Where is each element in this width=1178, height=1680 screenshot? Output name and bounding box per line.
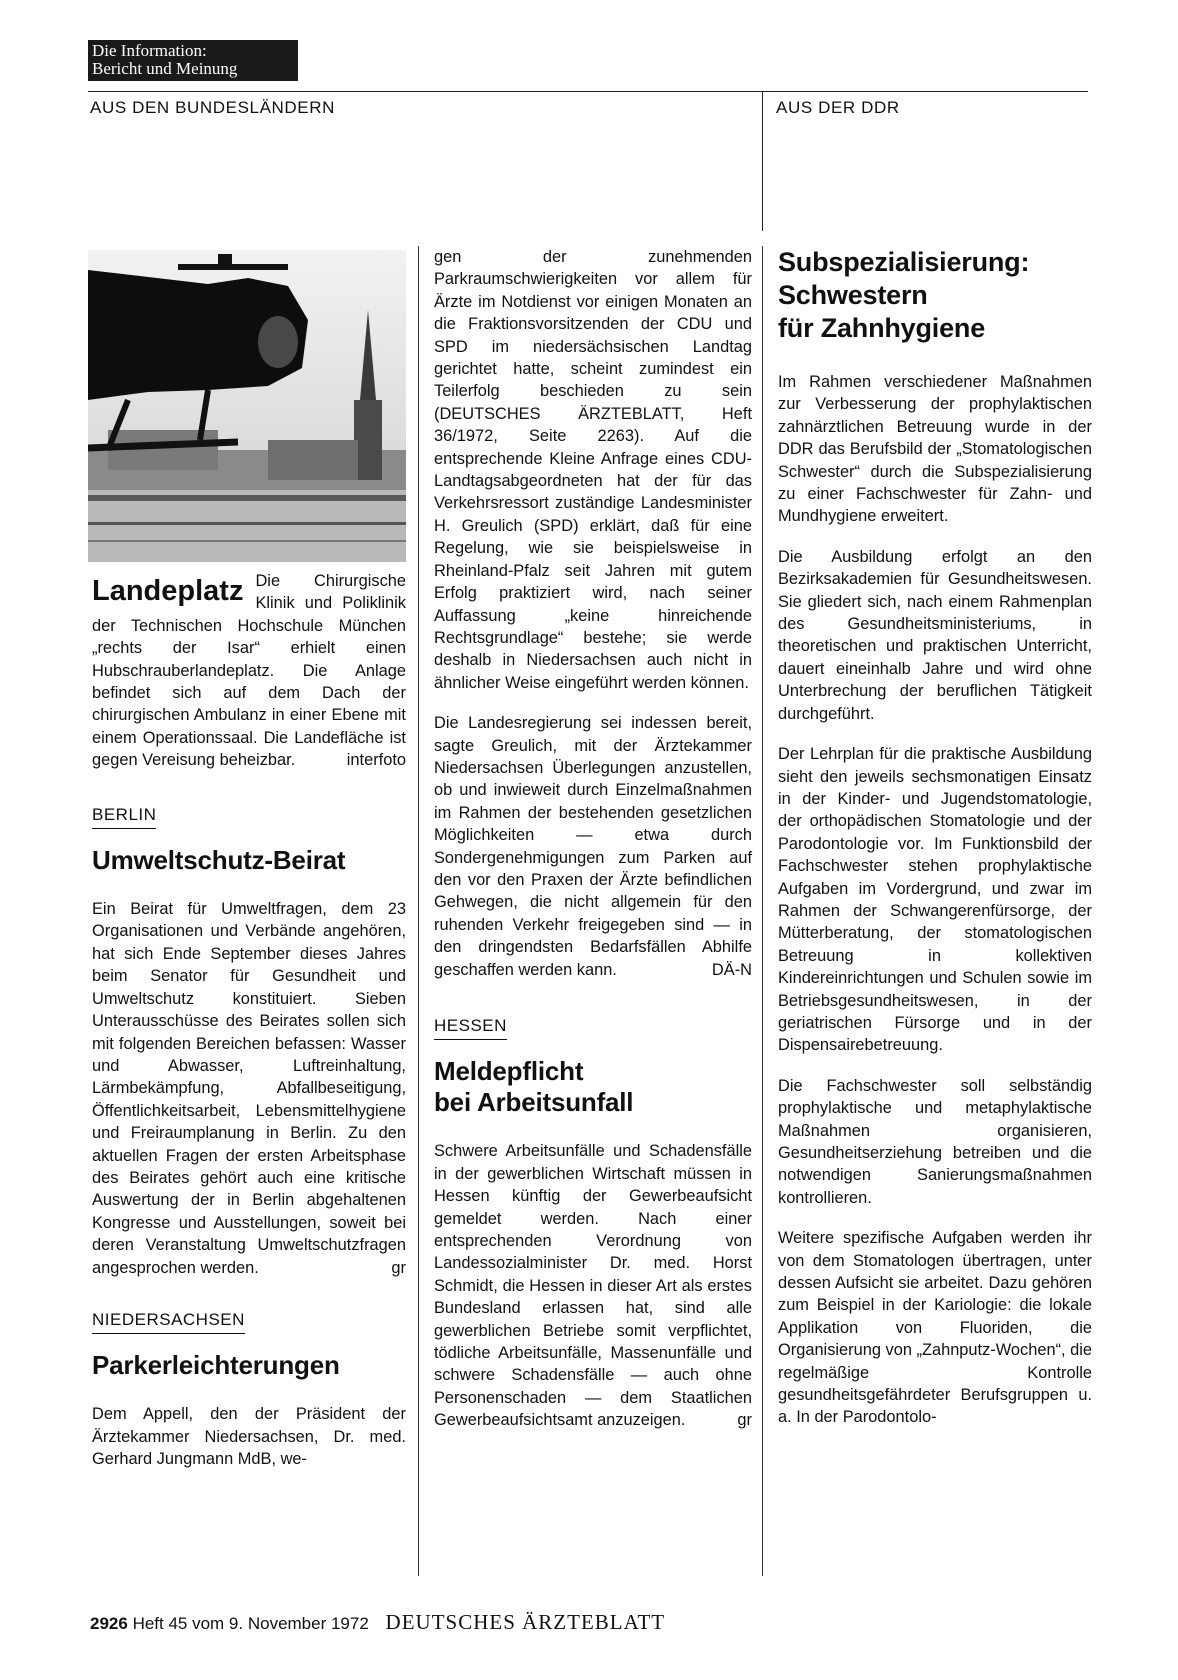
column-1 [92,570,406,1489]
caption-text: Die Chirurgische Klinik und Poliklinik der Technischen Hochschule München „rechts der Isar“ erhielt einen Hubschrauberlandeplatz. Die Anlage befindet sich auf dem Dach der chirurgischen Ambulanz in einer Ebene mit einem Operationssaal. Die Landefläche ist gegen Vereisung beheizbar. [92,572,406,770]
caption-credit: interfoto [346,751,406,770]
issue-info: Heft 45 vom 9. November 1972 [132,1614,369,1633]
page-number: 2926 [90,1614,128,1633]
article-parking-continued-text: gen der zunehmenden Parkraumschwierigkeiten vor allem für Ärzte im Notdienst vor einigen Monaten an die Fraktionsvorsitzenden der CDU und SPD im niedersächsischen Landtag gerichtet hatte, scheint zumindest ein Teilerfolg beschieden zu sein (DEUTSCHES ÄRZTEBLATT, Heft 36/1972, Seite 2263). Auf die entsprechende Kleine Anfrage eines CDU-Landtagsabgeordneten hat der für das Verkehrsressort zuständige Landesminister H. Greulich (SPD) erklärt, daß für eine Regelung, wie sie beispielsweise in Rheinland-Pfalz seit Jahren mit gutem Erfolg praktiziert wird, nach seiner Auffassung „keine hinreichende Rechtsgrundlage“ bestehe; sie werde deshalb in Niedersachsen auch nicht in ähnlicher Weise eingeführt werden können. [434,248,752,692]
headline-ddr [778,246,1092,345]
headline-hessen-line1: Meldepflicht [434,1056,584,1087]
helicopter-photo-graphic [88,250,406,562]
article-parking-p2-text: Die Landesregierung sei indessen bereit, sagte Greulich, mit der Ärztekammer Niedersachsen Überlegungen anzustellen, ob und inwieweit durch Einzelmaßnahmen im Rahmen der bestehenden gesetzlichen Möglichkeiten — etwa durch Sondergenehmigungen zum Parken auf den vor den Praxen der Ärzte befindlichen Gehwegen, die nicht allgemein für den ruhenden Verkehr freigegeben sind — in den dringendsten Bedarfsfällen Abhilfe geschaffen werden kann. [434,714,752,979]
article-ddr-p4: Die Fachschwester soll selbständig prophylaktische und metaphylaktische Maßnahmen organisieren, Gesundheitserziehung betreiben und die notwendigen Sanierungsmaßnahmen kontrollieren. [778,1076,1092,1207]
column-divider-2 [762,246,763,1576]
section-tag [88,40,298,81]
section-tag-line1: Die Information: [92,41,207,60]
region-niedersachsen: NIEDERSACHSEN [92,1309,245,1334]
article-berlin-credit: gr [391,1258,406,1277]
caption-title: Landeplatz [92,575,244,607]
article-hessen-text: Schwere Arbeitsunfälle und Schadensfälle in der gewerblichen Wirtschaft müssen in Hessen künftig der Gewerbeaufsicht gemeldet werden. Nach einer entsprechenden Verordnung von Landessozialminister Dr. med. Horst Schmidt, die Hessen in dieser Art als erstes Bundesland erlassen hat, sind alle gewerblichen Betriebe somit verpflichtet, tödliche Arbeitsunfälle, Massenunfälle und schwere Schadensfälle — auch ohne Personenschaden — dem Staatlichen Gewerbeaufsichtsamt anzuzeigen. [434,1142,752,1430]
headline-ddr-line2: Schwestern [778,280,928,310]
region-hessen: HESSEN [434,1015,507,1040]
article-ddr-p5: Weitere spezifische Aufgaben werden ihr von dem Stomatologen übertragen, unter dessen Aufsicht sie arbeitet. Dazu gehören zum Beispiel in der Kariologie: die lokale Applikation von Fluoriden, die Organisierung von „Zahnputz-Wochen“, die regelmäßige Kontrolle gesundheitsgefährdeter Berufsgruppen u. a. In der Parodontolo- [778,1229,1093,1427]
headline-niedersachsen: Parkerleichterungen [92,1350,340,1381]
headline-ddr-line3: für Zahnhygiene [778,313,986,343]
left-section-heading: AUS DEN BUNDESLÄNDERN [90,98,335,117]
column-2 [434,246,752,1450]
article-parking-credit: DÄ-N [711,960,752,979]
column-3 [778,246,1092,1447]
column-divider-1 [418,246,419,1576]
right-section-heading: AUS DER DDR [776,98,900,117]
article-ddr-p3: Der Lehrplan für die praktische Ausbildung sieht den jeweils sechsmonatigen Einsatz in der Kinder- und Jugendstomatologie, der orthopädischen Stomatologie und der Parodontologie vor. Im Funktionsbild der Fachschwester stehen prophylaktische Aufgaben im Vordergrund, und zwar im Rahmen der Schwangerenfürsorge, der Mütterberatung, der stomatologischen Betreuung in kollektiven Kindereinrichtungen und Schulen sowie im Betriebsgesundheitswesen, in der geriatrischen Fürsorge und in der Dispensairebetreuung. [778,745,1092,1055]
article-niedersachsen-text: Dem Appell, den der Präsident der Ärztekammer Niedersachsen, Dr. med. Gerhard Jungmann MdB, we- [92,1405,406,1469]
region-berlin: BERLIN [92,804,156,829]
publication-brand: DEUTSCHES ÄRZTEBLATT [385,1610,666,1634]
headline-hessen-line2: bei Arbeitsunfall [434,1087,634,1118]
header-rule [88,91,1088,92]
article-ddr-p1: Im Rahmen verschiedener Maßnahmen zur Verbesserung der prophylaktischen zahnärztlichen Betreuung wurde in der DDR das Berufsbild der „Stomatologischen Schwester“ durch die Subspezialisierung zu einer Fachschwester für Zahn- und Mundhygiene erweitert. [778,373,1092,526]
section-tag-line2: Bericht und Meinung [92,59,238,78]
helicopter-photo [88,250,406,562]
headline-berlin: Umweltschutz-Beirat [92,845,346,876]
headline-ddr-line1: Subspezialisierung: [778,247,1030,277]
article-hessen-credit: gr [737,1411,752,1430]
article-ddr-p2: Die Ausbildung erfolgt an den Bezirksakademien für Gesundheitswesen. Sie gliedert sich, nach einem Rahmenplan des Gesundheitsministeriums, in theoretischen und praktischen Unterricht, dauert eineinhalb Jahre und wird ohne Unterbrechung der beruflichen Tätigkeit durchgeführt. [778,547,1092,723]
article-berlin-text: Ein Beirat für Umweltfragen, dem 23 Organisationen und Verbände angehören, hat sich Ende September dieses Jahres beim Senator für Gesundheit und Umweltschutz konstituiert. Sieben Unterausschüsse des Beirates sollen sich mit folgenden Bereichen befassen: Wasser und Abwasser, Luftreinhaltung, Lärmbekämpfung, Abfallbeseitigung, Öffentlichkeitsarbeit, Lebensmittelhygiene und Freiraumplanung in Berlin. Zu den aktuellen Fragen der ersten Arbeitsphase des Beirates gehört auch eine kritische Auswertung der in Berlin abgehaltenen Kongresse und Ausstellungen, soweit bei deren Veranstaltung Umweltschutzfragen angesprochen werden. [92,900,406,1277]
header-column-divider [762,91,763,231]
headline-hessen [434,1056,752,1118]
page-footer [90,1610,665,1635]
